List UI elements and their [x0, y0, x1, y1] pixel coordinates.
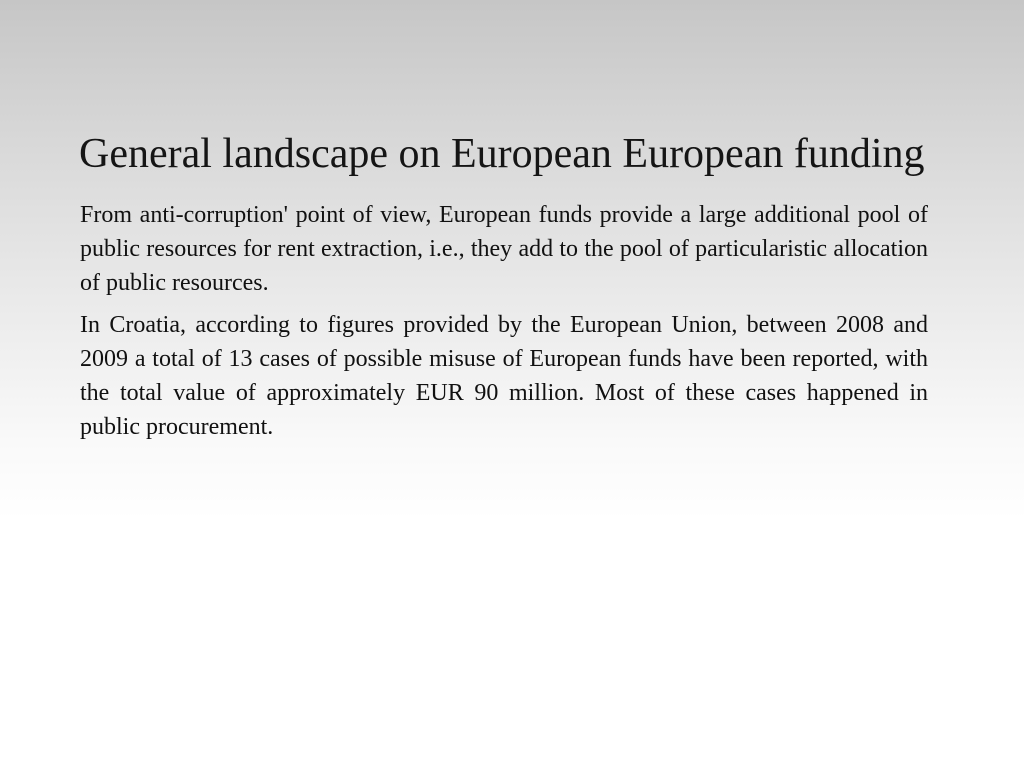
body-paragraph-croatia: In Croatia, according to figures provided by the European Union, between 2008 and 2009 a total of 13 cases of possible misuse of European funds have been reported, with the total value of approximately EUR 90 million. Most of these cases happened in public procurement.	[80, 312, 928, 440]
slide-body	[80, 198, 928, 452]
slide-title: General landscape on European European funding	[79, 131, 925, 177]
body-paragraph-anti-corruption: From anti-corruption' point of view, European funds provide a large additional pool of public resources for rent extraction, i.e., they add to the pool of particularistic allocation of public resources.	[80, 202, 928, 296]
